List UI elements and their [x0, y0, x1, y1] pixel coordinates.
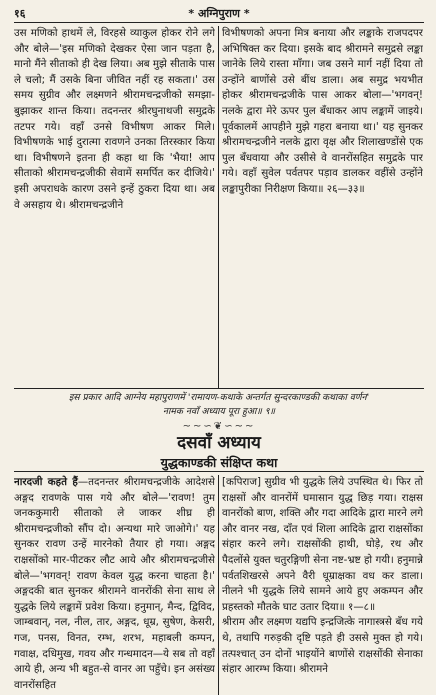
bottom-columns [14, 475, 424, 695]
section-rule [14, 388, 424, 389]
top-columns [14, 26, 424, 388]
colophon-line-1: इस प्रकार आदि आग्नेय महापुराणमें 'रामायण-कथाके अन्तर्गत सुन्दरकाण्डकी कथाका वर्णन' [68, 392, 370, 403]
column-divider [218, 26, 219, 388]
book-page [14, 6, 424, 691]
page-header [14, 6, 424, 22]
bottom-left-column [14, 475, 215, 695]
running-title: * अग्निपुराण * [188, 7, 250, 20]
chapter-title: दसवाँ अध्याय [177, 433, 261, 453]
colophon-line-2: नामक नवाँ अध्याय पूरा हुआ॥ ९॥ [162, 406, 276, 417]
header-rule [14, 22, 424, 23]
subtitle-rule [14, 471, 424, 472]
chapter-subtitle: युद्धकाण्डकी संक्षिप्त कथा [160, 455, 278, 470]
page-number: १६ [14, 7, 26, 20]
chapter-colophon [14, 391, 424, 419]
top-right-column: विभीषणको अपना मित्र बनाया और लङ्काके राजपदपर अभिषिक्त कर दिया। इसके बाद श्रीरामने समुद्रसे लङ्का जानेके लिये रास्ता माँगा। जब उसने मार्ग नहीं दिया तो उन्होंने बाणोंसे उसे बींध डाला। अब समुद्र भयभीत होकर श्रीरामचन्द्रजीके पास आकर बोला—'भगवन्! नलके द्वारा मेरे ऊपर पुल बँधाकर आप लङ्कामें जाइये। पूर्वकालमें आपहीने मुझे गहरा बनाया था।' यह सुनकर श्रीरामचन्द्रजीने नलके द्वारा वृक्ष और शिलाखण्डोंसे एक पुल बँधवाया और उसीसे वे वानरोंसहित समुद्रके पार गये। वहाँ सुवेल पर्वतपर पड़ाव डालकर वहींसे उन्होंने लङ्कापुरीका निरीक्षण किया॥ २६—३३॥ [222, 27, 423, 195]
column-divider [218, 475, 219, 695]
bottom-left-text: —तदनन्तर श्रीरामचन्द्रजीके आदेशसे अङ्गद रावणके पास गये और बोले—'रावण! तुम जनककुमारी सीताको ले जाकर शीघ्र ही श्रीरामचन्द्रजीको सौंप दो। अन्यथा मारे जाओगे।' यह सुनकर रावण उन्हें मारनेको तैयार हो गया। अङ्गद राक्षसोंको मार-पीटकर लौट आये और श्रीरामचन्द्रजीसे बोले—'भगवन्! रावण केवल युद्ध करना चाहता है।' अङ्गदकी बात सुनकर श्रीरामने वानरोंकी सेना साथ ले युद्धके लिये लङ्कामें प्रवेश किया। हनुमान्, मैन्द, द्विविद, जाम्बवान्, नल, नील, तार, अङ्गद, धूम्र, सुषेण, केसरी, गज, पनस, विनत, रम्भ, शरभ, महाबली कम्पन, गवाक्ष, दधिमुख, गवय और गन्धमादन—ये सब तो वहाँ आये ही, अन्य भी बहुत-से वानर आ पहुँचे। इन असंख्य वानरोंसहित [14, 476, 215, 691]
top-left-column: उस मणिको हाथमें ले, विरहसे व्याकुल होकर रोने लगे और बोले—'इस मणिको देखकर ऐसा जान पड़ता है, मानो मैंने सीताको ही देख लिया। अब मुझे सीताके पास ले चलो; मैं उसके बिना जीवित नहीं रह सकता।' उस समय सुग्रीव और लक्ष्मणने श्रीरामचन्द्रजीको समझा-बुझाकर शान्त किया। तदनन्तर श्रीरघुनाथजी समुद्रके तटपर गये। वहाँ उनसे विभीषण आकर मिले। विभीषणके भाई दुरात्मा रावणने उनका तिरस्कार किया था। विभीषणने इतना ही कहा था कि 'भैया! आप सीताको श्रीरामचन्द्रजीकी सेवामें समर्पित कर दीजिये।' इसी अपराधके कारण उसने इन्हें ठुकरा दिया था। अब वे असहाय थे। श्रीरामचन्द्रजीने [14, 27, 215, 211]
speaker-lead: नारदजी कहते हैं [14, 476, 78, 488]
bottom-right-column: [कपिराज] सुग्रीव भी युद्धके लिये उपस्थित थे। फिर तो राक्षसों और वानरोंमें घमासान युद्ध छिड़ गया। राक्षस वानरोंको बाण, शक्ति और गदा आदिके द्वारा मारने लगे और वानर नख, दाँत एवं शिला आदिके द्वारा राक्षसोंका संहार करने लगे। राक्षसोंकी हाथी, घोड़े, रथ और पैदलोंसे युक्त चतुरङ्गिणी सेना नष्ट-भ्रष्ट हो गयी। हनुमान्ने पर्वतशिखरसे अपने वैरी धूम्राक्षका वध कर डाला। नीलने भी युद्धके लिये सामने आये हुए अकम्पन और प्रहस्तको मौतके घाट उतार दिया॥ १—८॥ श्रीराम और लक्ष्मण यद्यपि इन्द्रजित्के नागास्त्रसे बँध गये थे, तथापि गरुड़की दृष्टि पड़ते ही उससे मुक्त हो गये। तत्पश्चात् उन दोनों भाइयोंने बाणोंसे राक्षसोंकी सेनाका संहार आरम्भ किया। श्रीरामने [222, 476, 423, 676]
ornament-divider: ~~∽❦∽~~ [182, 421, 256, 432]
